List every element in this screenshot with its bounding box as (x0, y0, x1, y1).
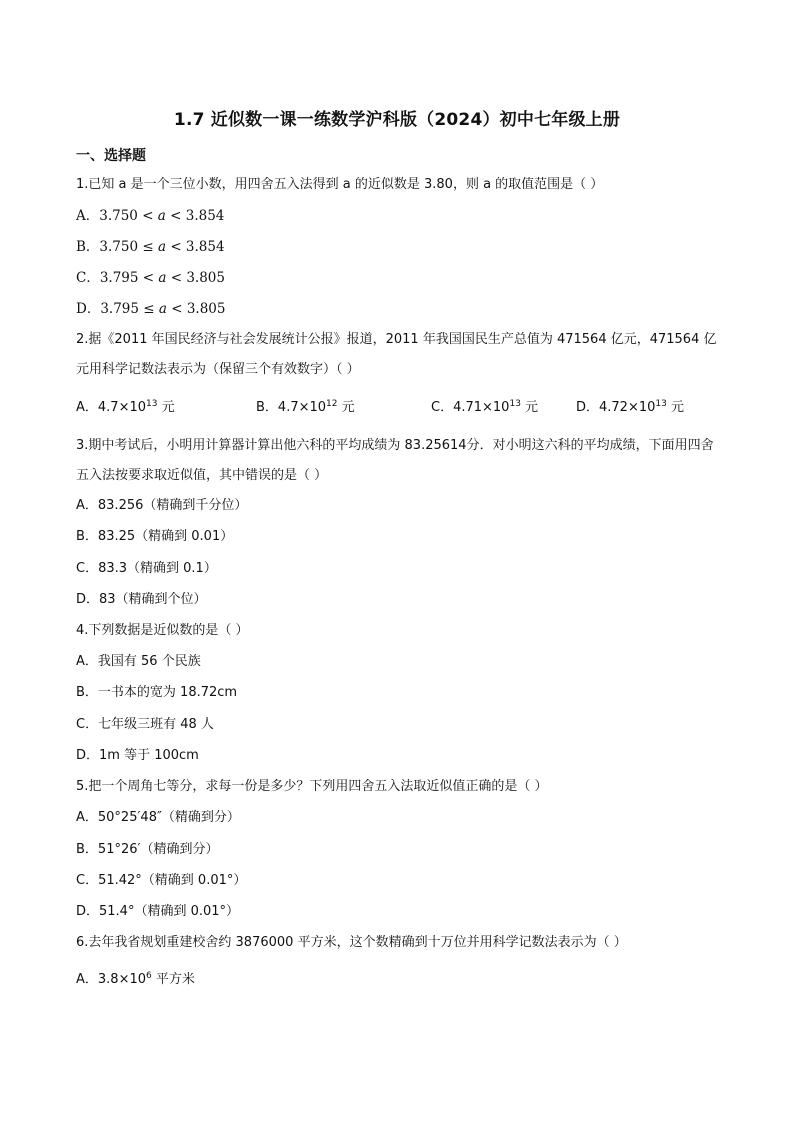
question-6-option-a: A．$3.8\times 10^6$ 平方米 (76, 971, 195, 987)
question-3-option-a: A．83.256（精确到千分位） (76, 498, 248, 513)
question-1-option-b: B．3.750 ≤ a < 3.854 (76, 239, 225, 255)
question-5-option-c: C．51.42°（精确到 0.01°） (76, 873, 247, 888)
question-2-option-a: A．$4.7\times 10^{13}$ 元 (76, 399, 175, 415)
question-1-stem: 1.已知 a 是一个三位小数，用四舍五入法得到 a 的近似数是 3.80，则 a 的取值范围是（ ） (76, 177, 604, 192)
question-4-option-a: A．我国有 56 个民族 (76, 654, 201, 669)
question-2-stem: 2.据《2011 年国民经济与社会发展统计公报》报道，2011 年我国国民生产总值为 471564 亿元，471564 亿元用科学记数法表示为（保留三个有效数字）（ ） (76, 332, 717, 377)
question-3-stem: 3.期中考试后，小明用计算器计算出他六科的平均成绩为 83.25614分．对小明这六科的平均成绩，下面用四舍五入法按要求取近似值，其中错误的是（ ） (76, 438, 714, 483)
question-6-stem: 6.去年我省规划重建校舍约 3876000 平方米，这个数精确到十万位并用科学记数法表示为（ ） (76, 935, 627, 950)
section-heading: 一、选择题 (76, 148, 146, 164)
question-1-option-a: A．3.750 < a < 3.854 (76, 208, 225, 224)
question-3-option-c: C．83.3（精确到 0.1） (76, 561, 217, 576)
page-title: 1.7 近似数一课一练数学沪科版（2024）初中七年级上册 (173, 110, 621, 130)
question-3-option-d: D．83（精确到个位） (76, 592, 207, 607)
question-4-option-b: B．一书本的宽为 18.72cm (76, 685, 238, 700)
question-5-option-a: A．50°25′48″（精确到分） (76, 810, 240, 825)
question-5-option-d: D．51.4°（精确到 0.01°） (76, 904, 240, 919)
question-5-stem: 5.把一个周角七等分，求每一份是多少？下列用四舍五入法取近似值正确的是（ ） (76, 779, 548, 794)
question-2-option-c: C．$4.71\times 10^{13}$ 元 (431, 399, 539, 415)
question-2-option-b: B．$4.7\times 10^{12}$ 元 (256, 399, 355, 415)
question-5-option-b: B．51°26′（精确到分） (76, 842, 219, 857)
question-2-option-d: D．$4.72\times 10^{13}$ 元 (576, 399, 684, 415)
question-3-option-b: B．83.25（精确到 0.01） (76, 529, 234, 544)
question-4-option-c: C．七年级三班有 48 人 (76, 717, 214, 732)
question-4-stem: 4.下列数据是近似数的是（ ） (76, 623, 249, 638)
question-1-option-d: D．3.795 ≤ a < 3.805 (76, 301, 226, 317)
question-1-option-c: C．3.795 < a < 3.805 (76, 270, 225, 286)
question-4-option-d: D．1m 等于 100cm (76, 748, 199, 763)
